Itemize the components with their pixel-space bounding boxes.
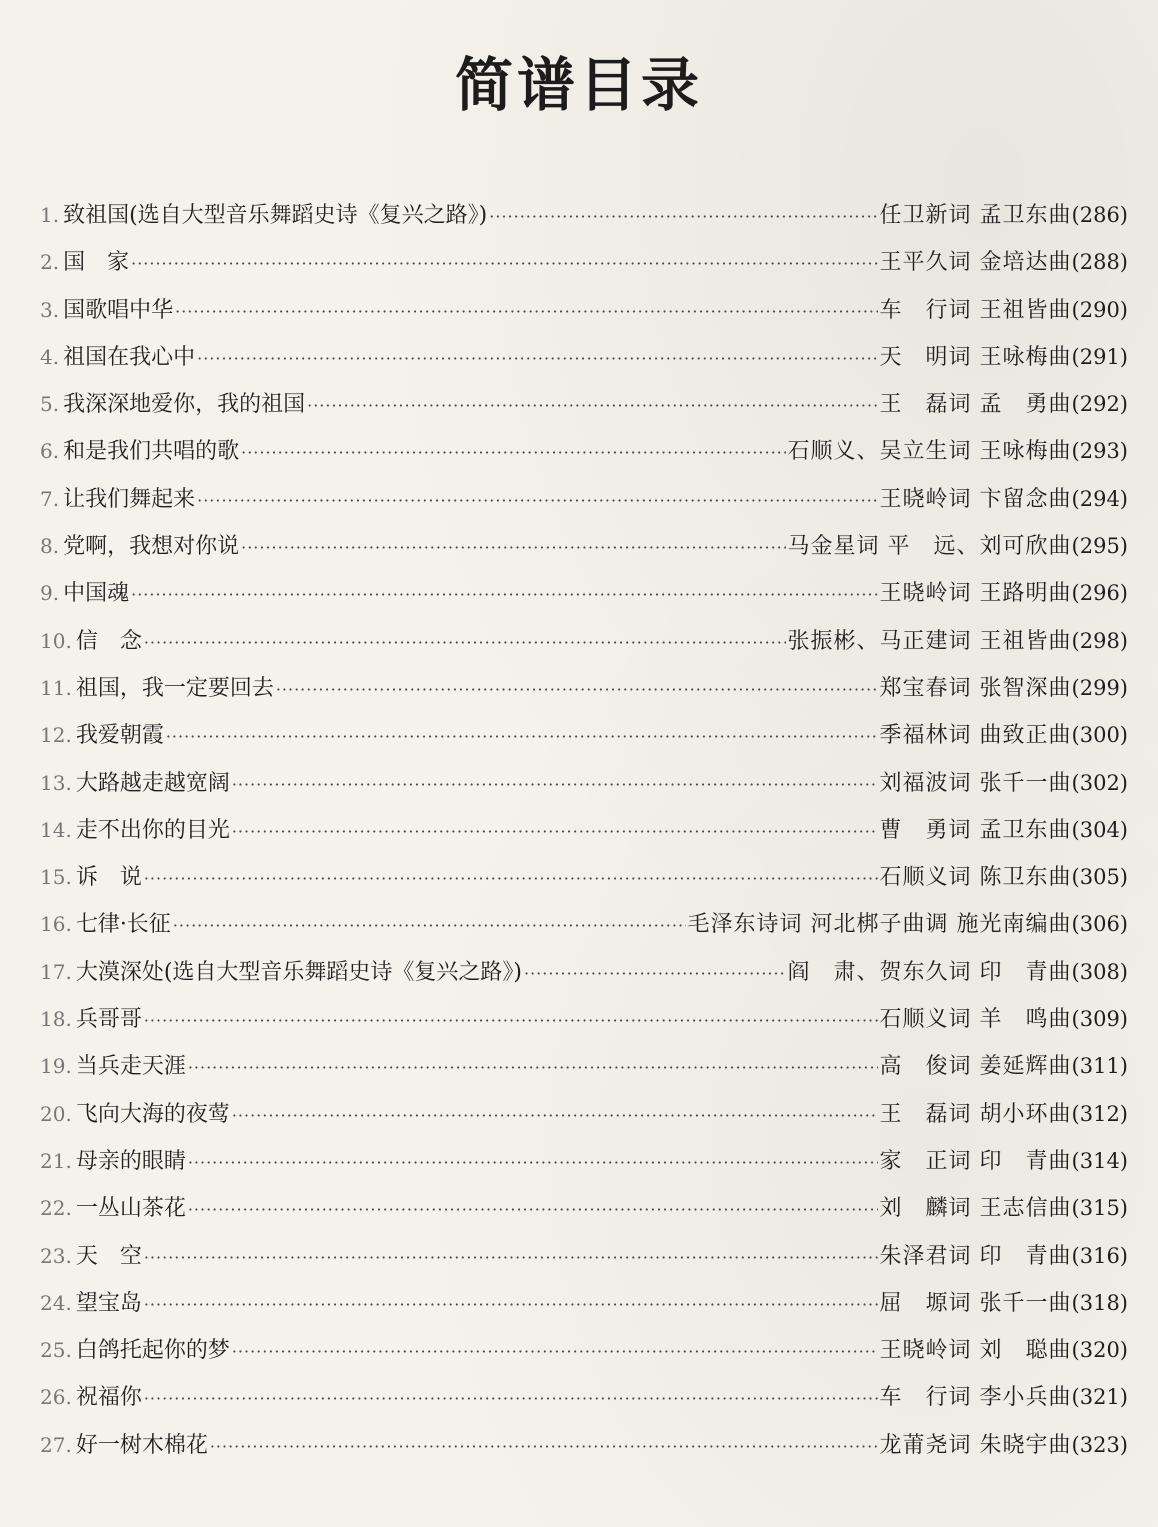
toc-entry-11[interactable] [40, 665, 1128, 712]
entry-credit: 郑宝春词 张智深曲 [879, 675, 1072, 701]
entry-number: 26. [40, 1385, 72, 1410]
dot-leader [241, 429, 785, 476]
dot-leader [232, 1328, 878, 1375]
entry-credit: 王晓岭词 王路明曲 [879, 581, 1072, 607]
dot-leader [524, 950, 786, 997]
entry-page: (314) [1071, 1148, 1128, 1173]
entry-title: 祖国，我一定要回去 [75, 675, 274, 701]
toc-entry-15[interactable] [40, 854, 1128, 901]
entry-credit: 车 行词 李小兵曲 [879, 1385, 1072, 1411]
entry-credit: 高 俊词 姜延辉曲 [879, 1054, 1072, 1080]
entry-number: 10. [40, 628, 72, 653]
dot-leader [241, 524, 785, 571]
dot-leader [276, 666, 878, 713]
toc-entry-10[interactable] [40, 618, 1128, 665]
entry-title: 走不出你的目光 [75, 817, 230, 843]
entry-credit: 阎 肃、贺东久词 印 青曲 [787, 959, 1072, 985]
entry-number: 12. [40, 723, 72, 748]
toc-entry-25[interactable] [40, 1327, 1128, 1374]
dot-leader [232, 761, 878, 808]
entry-page: (316) [1071, 1243, 1128, 1268]
entry-credit: 张振彬、马正建词 王祖皆曲 [787, 628, 1072, 654]
entry-number: 4. [40, 344, 60, 369]
entry-page: (315) [1071, 1196, 1128, 1221]
entry-credit: 王晓岭词 刘 聪曲 [879, 1338, 1072, 1364]
toc-entry-5[interactable] [40, 381, 1128, 428]
entry-number: 21. [40, 1148, 72, 1173]
entry-title: 让我们舞起来 [63, 486, 196, 512]
entry-title: 祖国在我心中 [63, 344, 196, 370]
dot-leader [188, 1186, 878, 1233]
entry-title: 信 念 [75, 628, 142, 654]
entry-page: (320) [1071, 1338, 1128, 1363]
entry-title: 党啊，我想对你说 [63, 534, 240, 560]
entry-page: (290) [1071, 297, 1128, 322]
entry-title: 国歌唱中华 [63, 297, 174, 323]
entry-title: 白鸽托起你的梦 [75, 1338, 230, 1364]
toc-entry-7[interactable] [40, 476, 1128, 523]
entry-page: (300) [1071, 723, 1128, 748]
dot-leader [197, 335, 877, 382]
entry-number: 9. [40, 581, 60, 606]
entry-number: 6. [40, 439, 60, 464]
entry-title: 母亲的眼睛 [75, 1148, 186, 1174]
entry-page: (318) [1071, 1290, 1128, 1315]
entry-credit: 季福林词 曲致正曲 [879, 723, 1072, 749]
entry-title: 好一树木棉花 [75, 1432, 208, 1458]
entry-page: (293) [1071, 439, 1128, 464]
entry-number: 18. [40, 1007, 72, 1032]
entry-number: 11. [40, 675, 72, 700]
dot-leader [489, 193, 877, 240]
entry-credit: 天 明词 王咏梅曲 [879, 344, 1072, 370]
toc-entry-1[interactable] [40, 192, 1128, 239]
dot-leader [175, 288, 877, 335]
entry-title: 天 空 [75, 1243, 142, 1269]
entry-title: 我深深地爱你，我的祖国 [63, 392, 306, 418]
entry-title: 兵哥哥 [75, 1007, 142, 1033]
entry-credit: 任卫新词 孟卫东曲 [879, 203, 1072, 228]
toc-entry-8[interactable] [40, 523, 1128, 570]
entry-title: 飞向大海的夜莺 [75, 1101, 230, 1127]
entry-credit: 王 磊词 胡小环曲 [879, 1101, 1072, 1127]
entry-credit: 石顺义词 羊 鸣曲 [879, 1007, 1072, 1033]
entry-page: (308) [1071, 959, 1128, 984]
entry-number: 20. [40, 1101, 72, 1126]
entry-credit: 家 正词 印 青曲 [879, 1148, 1072, 1174]
entry-title: 我爱朝霞 [75, 723, 164, 749]
entry-number: 14. [40, 817, 72, 842]
toc-entry-27[interactable] [40, 1422, 1128, 1469]
entry-credit: 刘 麟词 王志信曲 [879, 1196, 1072, 1222]
toc-entry-12[interactable] [40, 712, 1128, 759]
entry-number: 25. [40, 1338, 72, 1363]
entry-page: (323) [1071, 1432, 1128, 1457]
toc-entry-18[interactable] [40, 996, 1128, 1043]
toc-entry-22[interactable] [40, 1185, 1128, 1232]
dot-leader [166, 713, 878, 760]
entry-number: 2. [40, 250, 60, 275]
entry-page: (292) [1071, 392, 1128, 417]
toc-entry-21[interactable] [40, 1138, 1128, 1185]
dot-leader [173, 902, 686, 949]
entry-page: (306) [1071, 912, 1128, 937]
entry-title: 望宝岛 [75, 1290, 142, 1316]
entry-number: 15. [40, 865, 72, 890]
entry-number: 8. [40, 534, 60, 559]
entry-credit: 刘福波词 张千一曲 [879, 770, 1072, 796]
entry-title: 大漠深处(选自大型音乐舞蹈史诗《复兴之路》) [75, 959, 522, 985]
toc-entry-4[interactable] [40, 334, 1128, 381]
toc-entry-19[interactable] [40, 1043, 1128, 1090]
entry-number: 16. [40, 912, 72, 937]
dot-leader [232, 808, 878, 855]
toc-entry-17[interactable] [40, 949, 1128, 996]
entry-title: 一丛山茶花 [75, 1196, 186, 1222]
entry-page: (311) [1071, 1054, 1128, 1079]
entry-number: 17. [40, 959, 72, 984]
entry-title: 诉 说 [75, 865, 142, 891]
entry-page: (321) [1071, 1385, 1128, 1410]
entry-credit: 毛泽东诗词 河北梆子曲调 施光南编曲 [687, 912, 1072, 938]
dot-leader [144, 1234, 878, 1281]
dot-leader [188, 1044, 878, 1091]
toc-entry-14[interactable] [40, 807, 1128, 854]
toc-entry-24[interactable] [40, 1280, 1128, 1327]
toc-entry-26[interactable] [40, 1374, 1128, 1421]
entry-credit: 龙莆尧词 朱晓宇曲 [879, 1432, 1072, 1458]
toc-entry-6[interactable] [40, 428, 1128, 475]
entry-page: (298) [1071, 628, 1128, 653]
table-of-contents [40, 192, 1128, 1469]
toc-entry-2[interactable] [40, 239, 1128, 286]
entry-number: 1. [40, 203, 60, 227]
entry-title: 祝福你 [75, 1385, 142, 1411]
entry-title: 致祖国(选自大型音乐舞蹈史诗《复兴之路》) [63, 203, 488, 228]
dot-leader [197, 477, 877, 524]
dot-leader [232, 1092, 878, 1139]
toc-entry-23[interactable] [40, 1233, 1128, 1280]
entry-page: (312) [1071, 1101, 1128, 1126]
entry-number: 13. [40, 770, 72, 795]
dot-leader [144, 1375, 878, 1422]
entry-title: 国 家 [63, 250, 130, 276]
entry-page: (309) [1071, 1007, 1128, 1032]
entry-credit: 王晓岭词 卞留念曲 [879, 486, 1072, 512]
entry-page: (288) [1071, 250, 1128, 275]
dot-leader [188, 1139, 878, 1186]
entry-credit: 石顺义、吴立生词 王咏梅曲 [787, 439, 1072, 465]
entry-page: (294) [1071, 486, 1128, 511]
entry-title: 大路越走越宽阔 [75, 770, 230, 796]
entry-page: (299) [1071, 675, 1128, 700]
entry-title: 七律·长征 [75, 912, 171, 938]
entry-number: 7. [40, 486, 60, 511]
toc-entry-20[interactable] [40, 1091, 1128, 1138]
entry-page: (286) [1071, 203, 1128, 227]
dot-leader [307, 382, 877, 429]
entry-page: (302) [1071, 770, 1128, 795]
entry-credit: 车 行词 王祖皆曲 [879, 297, 1072, 323]
entry-number: 27. [40, 1432, 72, 1457]
entry-number: 5. [40, 392, 60, 417]
entry-credit: 曹 勇词 孟卫东曲 [879, 817, 1072, 843]
entry-title: 中国魂 [63, 581, 130, 607]
entry-number: 23. [40, 1243, 72, 1268]
dot-leader [210, 1423, 878, 1470]
toc-entry-16[interactable] [40, 901, 1128, 948]
dot-leader [144, 855, 878, 902]
entry-page: (295) [1071, 534, 1128, 559]
toc-entry-13[interactable] [40, 760, 1128, 807]
toc-entry-3[interactable] [40, 287, 1128, 334]
dot-leader [144, 997, 878, 1044]
entry-number: 22. [40, 1196, 72, 1221]
entry-credit: 王平久词 金培达曲 [879, 250, 1072, 276]
entry-title: 和是我们共唱的歌 [63, 439, 240, 465]
entry-number: 3. [40, 297, 60, 322]
page-title: 简谱目录 [454, 51, 703, 119]
dot-leader [144, 619, 786, 666]
entry-credit: 朱泽君词 印 青曲 [879, 1243, 1072, 1269]
entry-number: 24. [40, 1290, 72, 1315]
toc-entry-9[interactable] [40, 570, 1128, 617]
entry-page: (304) [1071, 817, 1128, 842]
dot-leader [131, 571, 877, 618]
entry-page: (296) [1071, 581, 1128, 606]
entry-credit: 马金星词 平 远、刘可欣曲 [787, 534, 1072, 560]
entry-page: (291) [1071, 344, 1128, 369]
dot-leader [144, 1281, 878, 1328]
entry-credit: 石顺义词 陈卫东曲 [879, 865, 1072, 891]
entry-credit: 屈 塬词 张千一曲 [879, 1290, 1072, 1316]
entry-title: 当兵走天涯 [75, 1054, 186, 1080]
dot-leader [131, 240, 877, 287]
entry-page: (305) [1071, 865, 1128, 890]
entry-credit: 王 磊词 孟 勇曲 [879, 392, 1072, 418]
entry-number: 19. [40, 1054, 72, 1079]
